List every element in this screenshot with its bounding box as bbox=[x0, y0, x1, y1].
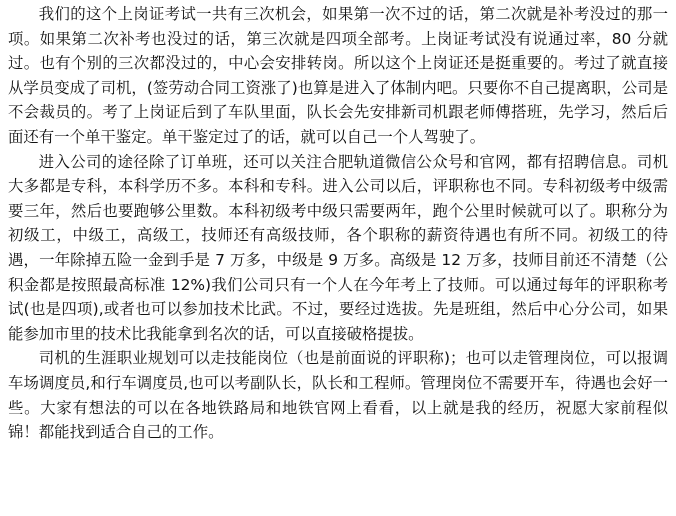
paragraph-career-entry: 进入公司的途径除了订单班，还可以关注合肥轨道微信公众号和官网，都有招聘信息。司机大多都是专科，本科学历不多。本科和专科。进入公司以后，评职称也不同。专科初级考中级需要三年，然后也要跑够公里数。本科初级考中级只需要两年，跑个公里时候就可以了。职称分为初级工，中级工，高级工，技师还有高级技师，各个职称的薪资待遇也有所不同。初级工的待遇，一年除掉五险一金到手是 7 万多，中级是 9 万多。高级是 12 万多，技师目前还不清楚（公积金都是按照最高标准 12%)我们公司只有一个人在今年考上了技师。可以通过每年的评职称考试(也是四项),或者也可以参加技术比武。不过，要经过选拔。先是班组，然后中心分公司，如果能参加市里的技术比我能拿到名次的话，可以直接破格提拔。 bbox=[8, 152, 668, 343]
paragraph-exam-process: 我们的这个上岗证考试一共有三次机会，如果第一次不过的话，第二次就是补考没过的那一项。如果第二次补考也没过的话，第三次就是四项全部考。上岗证考试没有说通过率，80 分就过。也有个别的三次都没过的，中心会安排转岗。所以这个上岗证还是挺重要的。考过了就直接从学员变成了司机，(签劳动合同工资涨了)也算是进入了体制内吧。只要你不自己提离职，公司是不会裁员的。考了上岗证后到了车队里面，队长会先安排新司机跟老师傅搭班，先学习，然后后面还有一个单干鉴定。单干鉴定过了的话，就可以自己一个人驾驶了。 bbox=[8, 5, 668, 146]
paragraph-career-planning: 司机的生涯职业规划可以走技能岗位（也是前面说的评职称)；也可以走管理岗位，可以报调车场调度员,和行车调度员,也可以考副队长，队长和工程师。管理岗位不需要开车，待遇也会好一些。大家有想法的可以在各地铁路局和地铁官网上看看，以上就是我的经历，祝愿大家前程似锦！都能找到适合自己的工作。 bbox=[8, 349, 668, 442]
